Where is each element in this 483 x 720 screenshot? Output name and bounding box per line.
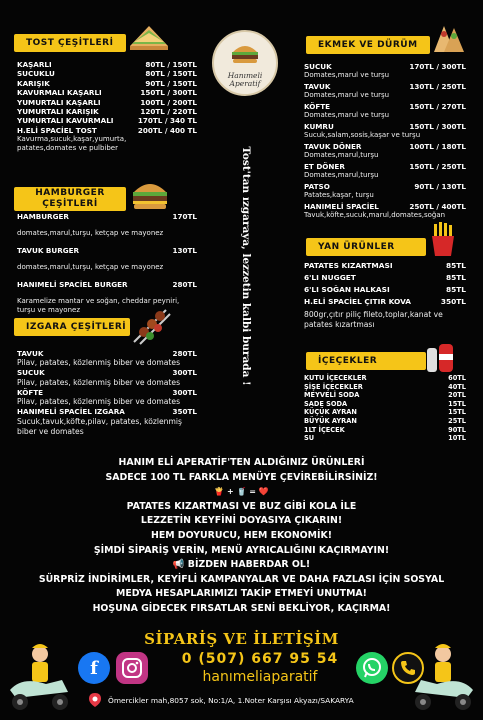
item-name: KÖFTE bbox=[17, 387, 44, 397]
phone-icon[interactable] bbox=[392, 652, 424, 684]
item-price: 120TL / 220TL bbox=[140, 107, 197, 117]
item-name: HANIMELİ SPACİEL BURGER bbox=[17, 280, 128, 289]
item-description: 800gr,çıtır piliç fileto,toplar,kanat ve patates kızartması bbox=[304, 310, 443, 329]
item-name: HAMBURGER bbox=[17, 212, 69, 221]
ekmek-list bbox=[304, 62, 466, 222]
item-price: 85TL bbox=[445, 261, 466, 270]
item-name: TAVUK BURGER bbox=[17, 246, 80, 255]
item-name: KÜÇÜK AYRAN bbox=[304, 408, 357, 417]
item-name: YUMURTALI KAŞARLI bbox=[17, 97, 101, 107]
item-price: 300TL bbox=[172, 368, 197, 378]
item-description: domates,marul,turşu, ketçap ve mayonez bbox=[17, 263, 164, 272]
menu-item bbox=[17, 98, 197, 107]
fries-icon bbox=[428, 222, 458, 258]
item-price: 15TL bbox=[448, 399, 466, 408]
item-price: 90TL / 130TL bbox=[414, 182, 466, 191]
item-description: Domates,marul ve turşu bbox=[304, 91, 390, 100]
item-name: TAVUK DÖNER bbox=[304, 142, 362, 151]
skewer-icon bbox=[128, 306, 174, 346]
item-name: 6'LI SOĞAN HALKASI bbox=[304, 285, 390, 294]
menu-item bbox=[304, 182, 466, 191]
menu-item bbox=[17, 388, 197, 397]
logo-burger-icon bbox=[230, 40, 260, 68]
item-name: SUCUKLU bbox=[17, 69, 55, 79]
menu-item bbox=[17, 88, 197, 97]
menu-item bbox=[304, 62, 466, 71]
item-description: Domates,marul,turşu bbox=[304, 171, 379, 180]
menu-item bbox=[304, 426, 466, 435]
menu-item bbox=[17, 60, 197, 69]
item-name: KAVURMALI KAŞARLI bbox=[17, 88, 102, 98]
menu-item bbox=[304, 417, 466, 426]
izgara-header: IZGARA ÇEŞİTLERİ bbox=[14, 318, 130, 336]
logo-text: Hanımeli Aperatif bbox=[227, 71, 263, 88]
item-name: YUMURTALI KARIŞIK bbox=[17, 107, 99, 117]
icecek-list bbox=[304, 374, 466, 443]
menu-item bbox=[304, 82, 466, 91]
item-price: 150TL / 270TL bbox=[409, 102, 466, 111]
item-name: SUCUK bbox=[17, 368, 45, 378]
item-price: 150TL / 300TL bbox=[409, 122, 466, 131]
item-name: PATATES KIZARTMASI bbox=[304, 261, 393, 270]
menu-item bbox=[304, 142, 466, 151]
menu-item bbox=[17, 407, 197, 416]
item-price: 250TL / 400TL bbox=[409, 202, 466, 211]
location-pin-icon bbox=[88, 692, 102, 708]
item-price: 90TL bbox=[448, 425, 466, 434]
menu-item bbox=[304, 102, 466, 111]
item-name: H.ELİ SPACİEL ÇITIR KOVA bbox=[304, 297, 412, 306]
drinks-icon bbox=[424, 340, 458, 374]
item-price: 100TL / 180TL bbox=[409, 142, 466, 151]
item-name: ŞİŞE İÇECEKLER bbox=[304, 382, 363, 391]
item-price: 80TL / 150TL bbox=[145, 69, 197, 79]
phone-number[interactable]: 0 (507) 667 95 54 bbox=[181, 651, 339, 667]
item-price: 300TL bbox=[172, 387, 197, 397]
social-handle[interactable]: hanımeliaparatif bbox=[202, 669, 318, 685]
item-price: 60TL bbox=[448, 374, 466, 382]
item-price: 20TL bbox=[448, 391, 466, 400]
ekmek-header: EKMEK VE DÜRÜM bbox=[306, 36, 430, 54]
item-name: HANIMELİ SPACİEL bbox=[304, 202, 379, 211]
menu-item bbox=[17, 126, 197, 135]
item-description: Karamelize mantar ve soğan, cheddar peyniri, turşu ve mayonez bbox=[17, 297, 180, 314]
item-price: 170TL / 300TL bbox=[409, 62, 466, 71]
item-description: Sucuk,tavuk,köfte,pilav, patates, közlenmiş biber ve domates bbox=[17, 416, 182, 436]
item-price: 10TL bbox=[448, 434, 466, 443]
item-name: 1LT İÇECEK bbox=[304, 425, 345, 434]
icecek-header: İÇEÇEKLER bbox=[306, 352, 426, 370]
izgara-list bbox=[17, 349, 197, 437]
menu-item bbox=[17, 246, 197, 255]
item-name: KUTU İÇECEKLER bbox=[304, 374, 367, 382]
item-name: HANIMELİ SPACİEL IZGARA bbox=[17, 407, 125, 417]
item-price: 25TL bbox=[448, 416, 466, 425]
address-text[interactable]: Ömercikler mah,8057 sok, No:1/A, 1.Noter Karşısı Akyazı/SAKARYA bbox=[108, 696, 354, 705]
item-price: 100TL / 200TL bbox=[140, 97, 197, 107]
scooter-left-icon bbox=[2, 640, 80, 718]
item-name: SUCUK bbox=[304, 62, 332, 71]
burger-icon bbox=[130, 178, 170, 212]
item-name: YUMURTALI KAVURMALI bbox=[17, 116, 114, 126]
item-price: 280TL bbox=[172, 349, 197, 358]
item-price: 40TL bbox=[448, 382, 466, 391]
slogan-text: Tost'tan ızgaraya, lezzetin kalbi burada ! bbox=[240, 146, 252, 386]
item-price: 170TL / 340 TL bbox=[137, 116, 197, 126]
item-name: ET DÖNER bbox=[304, 162, 345, 171]
wrap-icon bbox=[430, 22, 468, 56]
instagram-icon[interactable] bbox=[116, 652, 148, 684]
menu-item bbox=[17, 107, 197, 116]
item-name: BÜYÜK AYRAN bbox=[304, 416, 357, 425]
item-price: 170TL bbox=[172, 212, 197, 221]
menu-item bbox=[304, 434, 466, 443]
item-price: 15TL bbox=[448, 408, 466, 417]
item-price: 200TL / 400 TL bbox=[137, 125, 197, 135]
menu-item bbox=[304, 383, 466, 392]
item-name: H.ELİ SPACİEL TOST bbox=[17, 125, 97, 135]
item-price: 90TL / 150TL bbox=[145, 78, 197, 88]
contact-title: SİPARİŞ VE İLETİŞİM bbox=[144, 630, 339, 648]
item-description: Tavuk,köfte,sucuk,marul,domates,soğan bbox=[304, 211, 446, 220]
yan-list bbox=[304, 260, 466, 330]
menu-item bbox=[17, 69, 197, 78]
item-description: Pilav, patates, közlenmiş biber ve domates bbox=[17, 358, 181, 368]
item-price: 280TL bbox=[172, 280, 197, 289]
item-description: Domates,marul ve turşu bbox=[304, 111, 390, 120]
item-name: SU bbox=[304, 434, 315, 443]
phone-glyph-icon bbox=[399, 659, 417, 677]
menu-item bbox=[304, 202, 466, 211]
menu-item bbox=[17, 280, 197, 289]
hamburger-header: HAMBURGER ÇEŞİTLERİ bbox=[14, 187, 126, 211]
item-description: Patates,kaşar, turşu bbox=[304, 191, 374, 200]
item-price: 350TL bbox=[172, 407, 197, 417]
item-price: 350TL bbox=[440, 297, 466, 306]
item-description: Kavurma,sucuk,kaşar,yumurta, patates,domates ve pulbiber bbox=[17, 135, 127, 152]
whatsapp-glyph-icon bbox=[361, 657, 383, 679]
menu-item bbox=[304, 374, 466, 383]
item-description: Pilav, patates, közlenmiş biber ve domates bbox=[17, 397, 181, 407]
item-price: 150TL / 250TL bbox=[409, 162, 466, 171]
menu-item bbox=[17, 212, 197, 221]
item-price: 85TL bbox=[445, 273, 466, 282]
item-price: 85TL bbox=[445, 285, 466, 294]
item-name: KAŞARLI bbox=[17, 60, 52, 69]
menu-item bbox=[17, 79, 197, 88]
instagram-glyph-icon bbox=[121, 657, 143, 679]
yan-header: YAN ÜRÜNLER bbox=[306, 238, 426, 256]
item-price: 130TL / 250TL bbox=[409, 82, 466, 91]
menu-item bbox=[17, 116, 197, 125]
promo-text: HANIM ELİ APERATİF'TEN ALDIĞINIZ ÜRÜNLERİ SADECE 100 TL FARKLA MENÜYE ÇEVİREBİLİRSİNİZ! 🍟 + 🥤 = ❤️ PATATES KIZARTMASI VE BUZ GİBİ KOLA İLE LEZZETİN KEYFİNİ DOYASIYA ÇIKARIN! HEM DOYURUCU, HEM EKONOMİK! ŞİMDİ SİPARİŞ VERİN, MENÜ AYRICALIĞINI KAÇIRMAYIN! 📢 BİZDEN HABERDAR OL! SÜRPRİZ İNDİRİMLER, KEYİFLİ KAMPANYALAR VE DAHA FAZLASI İÇİN SOSYAL MEDYA HESAPLARIMIZI TAKİP ETMEYİ UNUTMA! HOŞUNA GİDECEK FIRSATLAR SENİ BEKLİYOR, KAÇIRMA! bbox=[38, 457, 445, 614]
menu-item bbox=[304, 284, 466, 296]
item-name: TAVUK bbox=[304, 82, 331, 91]
item-name: KARIŞIK bbox=[17, 78, 50, 88]
item-description: Pilav, patates, közlenmiş biber ve domates bbox=[17, 377, 181, 387]
item-price: 150TL / 300TL bbox=[140, 88, 197, 98]
item-name: SADE SODA bbox=[304, 399, 348, 408]
brand-logo bbox=[212, 30, 278, 108]
menu-item bbox=[304, 122, 466, 131]
item-description: domates,marul,turşu, ketçap ve mayonez bbox=[17, 229, 164, 238]
tost-header: TOST ÇEŞİTLERİ bbox=[14, 34, 126, 52]
slogan-vertical bbox=[236, 140, 254, 400]
item-description: Sucuk,salam,sosis,kaşar ve turşu bbox=[304, 131, 421, 140]
item-name: MEYVELİ SODA bbox=[304, 391, 360, 400]
item-name: KÖFTE bbox=[304, 102, 331, 111]
menu-item bbox=[17, 368, 197, 377]
item-name: KUMRU bbox=[304, 122, 334, 131]
item-name: TAVUK bbox=[17, 349, 44, 358]
tost-list bbox=[17, 60, 197, 152]
menu-item bbox=[304, 408, 466, 417]
item-description: Domates,marul,turşu bbox=[304, 151, 379, 160]
menu-item bbox=[304, 391, 466, 400]
item-name: 6'LI NUGGET bbox=[304, 273, 356, 282]
menu-item bbox=[304, 272, 466, 284]
whatsapp-icon[interactable] bbox=[356, 652, 388, 684]
menu-item bbox=[304, 260, 466, 272]
facebook-icon[interactable]: f bbox=[78, 652, 110, 684]
item-price: 130TL bbox=[172, 246, 197, 255]
sandwich-icon bbox=[128, 24, 170, 52]
item-price: 80TL / 150TL bbox=[145, 60, 197, 69]
item-name: PATSO bbox=[304, 182, 330, 191]
menu-item bbox=[304, 162, 466, 171]
menu-item bbox=[17, 349, 197, 358]
item-description: Domates,marul ve turşu bbox=[304, 71, 390, 80]
menu-item bbox=[304, 296, 466, 308]
